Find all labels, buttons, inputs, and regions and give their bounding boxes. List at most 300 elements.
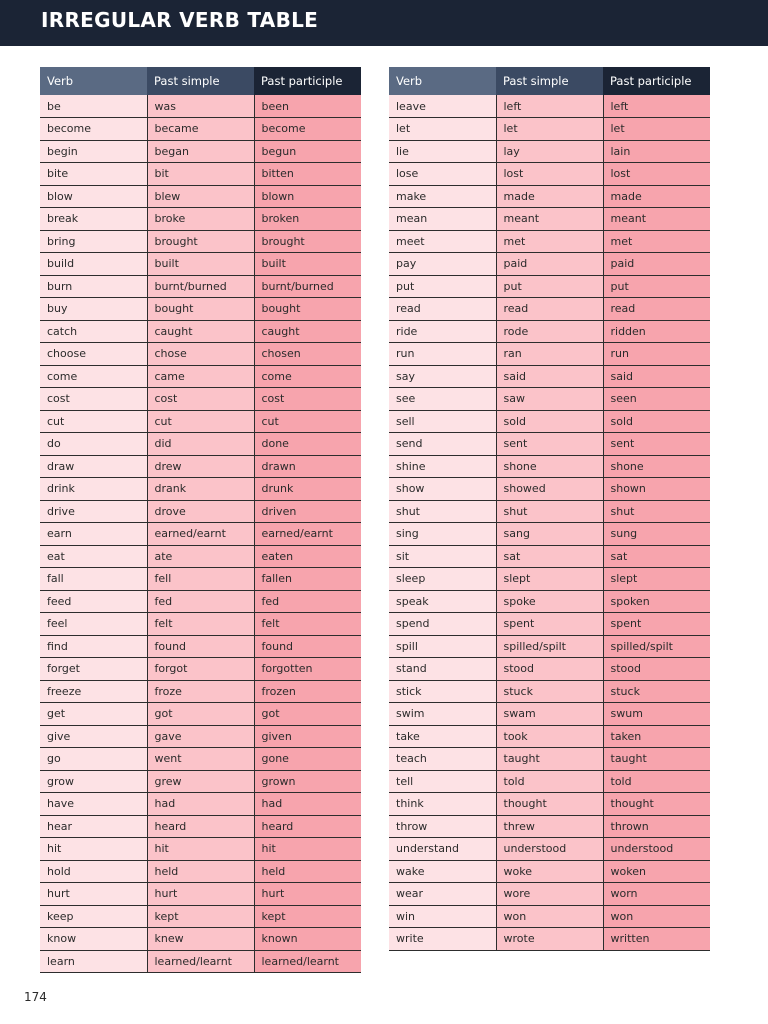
cell-verb: buy xyxy=(40,298,147,321)
table-row xyxy=(40,253,361,276)
cell-verb: keep xyxy=(40,905,147,928)
cell-past-participle: worn xyxy=(603,883,710,906)
cell-verb: lie xyxy=(389,140,496,163)
cell-past-participle: lain xyxy=(603,140,710,163)
cell-verb: come xyxy=(40,365,147,388)
table-row xyxy=(40,905,361,928)
page-title: IRREGULAR VERB TABLE xyxy=(41,8,319,32)
cell-verb: learn xyxy=(40,950,147,973)
cell-past-simple: won xyxy=(496,905,603,928)
cell-verb: sing xyxy=(389,523,496,546)
table-row xyxy=(40,725,361,748)
cell-past-simple: threw xyxy=(496,815,603,838)
cell-verb: put xyxy=(389,275,496,298)
cell-past-simple: thought xyxy=(496,793,603,816)
cell-past-participle: run xyxy=(603,343,710,366)
cell-past-simple: shone xyxy=(496,455,603,478)
cell-past-simple: read xyxy=(496,298,603,321)
cell-verb: spend xyxy=(389,613,496,636)
table-row xyxy=(389,613,710,636)
cell-past-simple: spoke xyxy=(496,590,603,613)
cell-verb: know xyxy=(40,928,147,951)
cell-verb: break xyxy=(40,208,147,231)
cell-verb: catch xyxy=(40,320,147,343)
cell-verb: teach xyxy=(389,748,496,771)
cell-past-participle: held xyxy=(254,860,361,883)
cell-verb: drive xyxy=(40,500,147,523)
cell-verb: run xyxy=(389,343,496,366)
cell-past-participle: got xyxy=(254,703,361,726)
cell-past-participle: read xyxy=(603,298,710,321)
cell-past-simple: earned/earnt xyxy=(147,523,254,546)
cell-past-simple: bought xyxy=(147,298,254,321)
column-header-past-participle: Past participle xyxy=(254,67,361,95)
cell-past-simple: froze xyxy=(147,680,254,703)
table-row xyxy=(40,275,361,298)
table-row xyxy=(389,770,710,793)
table-row xyxy=(40,320,361,343)
cell-verb: freeze xyxy=(40,680,147,703)
table-row xyxy=(40,410,361,433)
cell-verb: meet xyxy=(389,230,496,253)
cell-past-participle: fed xyxy=(254,590,361,613)
table-row xyxy=(40,680,361,703)
cell-past-simple: lay xyxy=(496,140,603,163)
cell-past-simple: caught xyxy=(147,320,254,343)
cell-verb: win xyxy=(389,905,496,928)
cell-past-simple: ate xyxy=(147,545,254,568)
cell-past-participle: begun xyxy=(254,140,361,163)
table-row xyxy=(40,838,361,861)
cell-verb: shine xyxy=(389,455,496,478)
cell-verb: pay xyxy=(389,253,496,276)
cell-past-participle: spoken xyxy=(603,590,710,613)
cell-verb: blow xyxy=(40,185,147,208)
cell-past-participle: driven xyxy=(254,500,361,523)
table-row xyxy=(389,230,710,253)
cell-verb: forget xyxy=(40,658,147,681)
cell-past-simple: drank xyxy=(147,478,254,501)
cell-past-participle: won xyxy=(603,905,710,928)
table-row xyxy=(389,388,710,411)
cell-verb: be xyxy=(40,95,147,118)
table-row xyxy=(389,343,710,366)
cell-past-simple: drew xyxy=(147,455,254,478)
cell-past-participle: stuck xyxy=(603,680,710,703)
cell-verb: let xyxy=(389,118,496,141)
cell-verb: cut xyxy=(40,410,147,433)
cell-past-participle: told xyxy=(603,770,710,793)
cell-verb: speak xyxy=(389,590,496,613)
cell-past-simple: gave xyxy=(147,725,254,748)
cell-past-participle: been xyxy=(254,95,361,118)
cell-past-participle: found xyxy=(254,635,361,658)
cell-past-participle: stood xyxy=(603,658,710,681)
table-row xyxy=(389,455,710,478)
cell-verb: wake xyxy=(389,860,496,883)
cell-past-simple: hurt xyxy=(147,883,254,906)
cell-past-participle: bitten xyxy=(254,163,361,186)
cell-past-simple: made xyxy=(496,185,603,208)
cell-verb: become xyxy=(40,118,147,141)
cell-past-participle: built xyxy=(254,253,361,276)
table-row xyxy=(389,365,710,388)
cell-past-simple: stood xyxy=(496,658,603,681)
cell-past-participle: blown xyxy=(254,185,361,208)
cell-past-simple: held xyxy=(147,860,254,883)
verb-table-left xyxy=(40,67,361,973)
cell-past-participle: sent xyxy=(603,433,710,456)
cell-past-simple: wrote xyxy=(496,928,603,951)
cell-past-simple: sold xyxy=(496,410,603,433)
cell-verb: earn xyxy=(40,523,147,546)
cell-verb: draw xyxy=(40,455,147,478)
cell-past-participle: had xyxy=(254,793,361,816)
column-header-verb: Verb xyxy=(40,67,147,95)
table-row xyxy=(40,208,361,231)
cell-verb: feel xyxy=(40,613,147,636)
table-row xyxy=(40,883,361,906)
cell-past-simple: paid xyxy=(496,253,603,276)
table-row xyxy=(389,478,710,501)
cell-past-participle: sat xyxy=(603,545,710,568)
cell-verb: bring xyxy=(40,230,147,253)
cell-verb: tell xyxy=(389,770,496,793)
table-row xyxy=(389,815,710,838)
cell-verb: feed xyxy=(40,590,147,613)
cell-past-simple: showed xyxy=(496,478,603,501)
table-row xyxy=(40,545,361,568)
cell-past-simple: cut xyxy=(147,410,254,433)
cell-past-simple: shut xyxy=(496,500,603,523)
cell-past-participle: broken xyxy=(254,208,361,231)
cell-past-participle: shone xyxy=(603,455,710,478)
cell-past-simple: stuck xyxy=(496,680,603,703)
cell-past-simple: chose xyxy=(147,343,254,366)
cell-past-simple: meant xyxy=(496,208,603,231)
table-row xyxy=(40,95,361,118)
table-row xyxy=(40,950,361,973)
table-row xyxy=(389,163,710,186)
table-row xyxy=(389,208,710,231)
cell-verb: mean xyxy=(389,208,496,231)
table-row xyxy=(389,928,710,951)
cell-verb: do xyxy=(40,433,147,456)
cell-past-participle: understood xyxy=(603,838,710,861)
cell-past-participle: ridden xyxy=(603,320,710,343)
cell-past-simple: told xyxy=(496,770,603,793)
cell-past-participle: felt xyxy=(254,613,361,636)
cell-past-simple: wore xyxy=(496,883,603,906)
table-row xyxy=(389,95,710,118)
cell-verb: sleep xyxy=(389,568,496,591)
cell-past-participle: eaten xyxy=(254,545,361,568)
table-row xyxy=(40,230,361,253)
cell-verb: burn xyxy=(40,275,147,298)
cell-verb: grow xyxy=(40,770,147,793)
table-row xyxy=(40,365,361,388)
table-row xyxy=(40,568,361,591)
cell-verb: build xyxy=(40,253,147,276)
cell-past-simple: learned/learnt xyxy=(147,950,254,973)
cell-verb: sell xyxy=(389,410,496,433)
column-header-verb: Verb xyxy=(389,67,496,95)
cell-verb: get xyxy=(40,703,147,726)
table-row xyxy=(389,860,710,883)
table-row xyxy=(389,635,710,658)
cell-verb: fall xyxy=(40,568,147,591)
table-row xyxy=(40,500,361,523)
cell-past-participle: spent xyxy=(603,613,710,636)
cell-verb: choose xyxy=(40,343,147,366)
cell-past-simple: lost xyxy=(496,163,603,186)
table-row xyxy=(389,838,710,861)
cell-past-simple: fed xyxy=(147,590,254,613)
cell-past-simple: fell xyxy=(147,568,254,591)
cell-past-simple: taught xyxy=(496,748,603,771)
cell-past-participle: spilled/spilt xyxy=(603,635,710,658)
cell-verb: spill xyxy=(389,635,496,658)
column-header-past-participle: Past participle xyxy=(603,67,710,95)
cell-past-simple: spent xyxy=(496,613,603,636)
cell-past-participle: made xyxy=(603,185,710,208)
table-row xyxy=(389,140,710,163)
cell-past-simple: brought xyxy=(147,230,254,253)
cell-verb: write xyxy=(389,928,496,951)
table-row xyxy=(389,658,710,681)
cell-verb: send xyxy=(389,433,496,456)
table-row xyxy=(40,815,361,838)
cell-past-participle: slept xyxy=(603,568,710,591)
table-row xyxy=(389,523,710,546)
cell-past-participle: swum xyxy=(603,703,710,726)
cell-past-simple: found xyxy=(147,635,254,658)
cell-past-participle: lost xyxy=(603,163,710,186)
cell-verb: eat xyxy=(40,545,147,568)
cell-past-participle: taught xyxy=(603,748,710,771)
page-header xyxy=(0,0,768,46)
table-row xyxy=(389,545,710,568)
cell-past-participle: kept xyxy=(254,905,361,928)
table-row xyxy=(40,658,361,681)
cell-past-simple: sent xyxy=(496,433,603,456)
cell-verb: stick xyxy=(389,680,496,703)
cell-past-simple: put xyxy=(496,275,603,298)
table-row xyxy=(389,500,710,523)
table-row xyxy=(389,410,710,433)
table-row xyxy=(40,298,361,321)
table-row xyxy=(40,793,361,816)
cell-past-simple: slept xyxy=(496,568,603,591)
table-row xyxy=(40,455,361,478)
cell-past-simple: was xyxy=(147,95,254,118)
cell-past-participle: fallen xyxy=(254,568,361,591)
cell-past-participle: burnt/burned xyxy=(254,275,361,298)
cell-past-simple: understood xyxy=(496,838,603,861)
cell-past-simple: burnt/burned xyxy=(147,275,254,298)
cell-past-participle: heard xyxy=(254,815,361,838)
table-row xyxy=(40,523,361,546)
cell-past-participle: bought xyxy=(254,298,361,321)
cell-verb: ride xyxy=(389,320,496,343)
cell-past-participle: said xyxy=(603,365,710,388)
cell-verb: read xyxy=(389,298,496,321)
cell-past-participle: sung xyxy=(603,523,710,546)
cell-verb: cost xyxy=(40,388,147,411)
cell-past-participle: thrown xyxy=(603,815,710,838)
cell-past-simple: took xyxy=(496,725,603,748)
table-row xyxy=(389,793,710,816)
cell-past-participle: grown xyxy=(254,770,361,793)
cell-past-simple: hit xyxy=(147,838,254,861)
table-row xyxy=(40,163,361,186)
cell-past-participle: hit xyxy=(254,838,361,861)
cell-past-participle: written xyxy=(603,928,710,951)
cell-verb: give xyxy=(40,725,147,748)
table-row xyxy=(389,883,710,906)
cell-past-simple: met xyxy=(496,230,603,253)
cell-verb: say xyxy=(389,365,496,388)
cell-past-simple: came xyxy=(147,365,254,388)
cell-past-participle: come xyxy=(254,365,361,388)
cell-past-simple: got xyxy=(147,703,254,726)
table-row xyxy=(389,320,710,343)
cell-verb: find xyxy=(40,635,147,658)
table-row xyxy=(389,185,710,208)
cell-past-simple: became xyxy=(147,118,254,141)
table-header-row xyxy=(40,67,361,95)
cell-past-simple: heard xyxy=(147,815,254,838)
cell-past-simple: had xyxy=(147,793,254,816)
cell-past-participle: hurt xyxy=(254,883,361,906)
verb-table-right xyxy=(389,67,710,951)
cell-verb: sit xyxy=(389,545,496,568)
table-row xyxy=(40,635,361,658)
cell-verb: wear xyxy=(389,883,496,906)
cell-past-simple: swam xyxy=(496,703,603,726)
cell-past-participle: put xyxy=(603,275,710,298)
cell-past-simple: left xyxy=(496,95,603,118)
cell-past-participle: drawn xyxy=(254,455,361,478)
cell-verb: hold xyxy=(40,860,147,883)
cell-verb: swim xyxy=(389,703,496,726)
cell-past-participle: let xyxy=(603,118,710,141)
cell-past-participle: gone xyxy=(254,748,361,771)
table-row xyxy=(40,140,361,163)
cell-verb: leave xyxy=(389,95,496,118)
cell-past-simple: knew xyxy=(147,928,254,951)
cell-past-participle: paid xyxy=(603,253,710,276)
cell-past-participle: chosen xyxy=(254,343,361,366)
cell-past-simple: spilled/spilt xyxy=(496,635,603,658)
cell-past-simple: built xyxy=(147,253,254,276)
cell-past-simple: broke xyxy=(147,208,254,231)
table-row xyxy=(389,568,710,591)
table-row xyxy=(389,253,710,276)
cell-past-participle: given xyxy=(254,725,361,748)
cell-past-participle: drunk xyxy=(254,478,361,501)
cell-verb: understand xyxy=(389,838,496,861)
cell-verb: show xyxy=(389,478,496,501)
table-row xyxy=(40,478,361,501)
table-row xyxy=(40,748,361,771)
cell-past-participle: become xyxy=(254,118,361,141)
cell-past-participle: brought xyxy=(254,230,361,253)
table-row xyxy=(40,590,361,613)
table-row xyxy=(40,928,361,951)
cell-past-participle: cut xyxy=(254,410,361,433)
column-header-past-simple: Past simple xyxy=(496,67,603,95)
cell-past-simple: rode xyxy=(496,320,603,343)
cell-past-participle: shut xyxy=(603,500,710,523)
cell-past-participle: seen xyxy=(603,388,710,411)
cell-past-simple: cost xyxy=(147,388,254,411)
cell-past-participle: woken xyxy=(603,860,710,883)
table-row xyxy=(389,905,710,928)
cell-past-participle: met xyxy=(603,230,710,253)
column-header-past-simple: Past simple xyxy=(147,67,254,95)
cell-verb: go xyxy=(40,748,147,771)
cell-past-participle: forgotten xyxy=(254,658,361,681)
cell-past-simple: woke xyxy=(496,860,603,883)
table-row xyxy=(389,703,710,726)
table-row xyxy=(40,388,361,411)
cell-verb: see xyxy=(389,388,496,411)
cell-past-simple: drove xyxy=(147,500,254,523)
cell-past-simple: saw xyxy=(496,388,603,411)
cell-past-simple: began xyxy=(147,140,254,163)
table-row xyxy=(40,185,361,208)
cell-past-simple: forgot xyxy=(147,658,254,681)
cell-past-participle: learned/learnt xyxy=(254,950,361,973)
table-row xyxy=(40,343,361,366)
cell-past-simple: grew xyxy=(147,770,254,793)
cell-past-simple: felt xyxy=(147,613,254,636)
cell-verb: hurt xyxy=(40,883,147,906)
cell-verb: take xyxy=(389,725,496,748)
table-row xyxy=(40,433,361,456)
cell-past-simple: let xyxy=(496,118,603,141)
table-row xyxy=(389,680,710,703)
cell-verb: think xyxy=(389,793,496,816)
cell-past-participle: frozen xyxy=(254,680,361,703)
page-number: 174 xyxy=(24,990,47,1004)
cell-past-simple: went xyxy=(147,748,254,771)
cell-past-participle: taken xyxy=(603,725,710,748)
cell-verb: throw xyxy=(389,815,496,838)
cell-verb: stand xyxy=(389,658,496,681)
table-row xyxy=(40,613,361,636)
cell-past-participle: thought xyxy=(603,793,710,816)
cell-past-simple: kept xyxy=(147,905,254,928)
cell-verb: bite xyxy=(40,163,147,186)
table-row xyxy=(389,748,710,771)
cell-past-simple: sat xyxy=(496,545,603,568)
table-row xyxy=(40,703,361,726)
cell-past-participle: done xyxy=(254,433,361,456)
cell-past-participle: caught xyxy=(254,320,361,343)
cell-past-participle: sold xyxy=(603,410,710,433)
cell-past-participle: meant xyxy=(603,208,710,231)
cell-verb: begin xyxy=(40,140,147,163)
table-row xyxy=(389,590,710,613)
table-row xyxy=(40,860,361,883)
cell-verb: shut xyxy=(389,500,496,523)
cell-verb: hear xyxy=(40,815,147,838)
cell-past-simple: ran xyxy=(496,343,603,366)
cell-past-simple: blew xyxy=(147,185,254,208)
table-row xyxy=(389,725,710,748)
